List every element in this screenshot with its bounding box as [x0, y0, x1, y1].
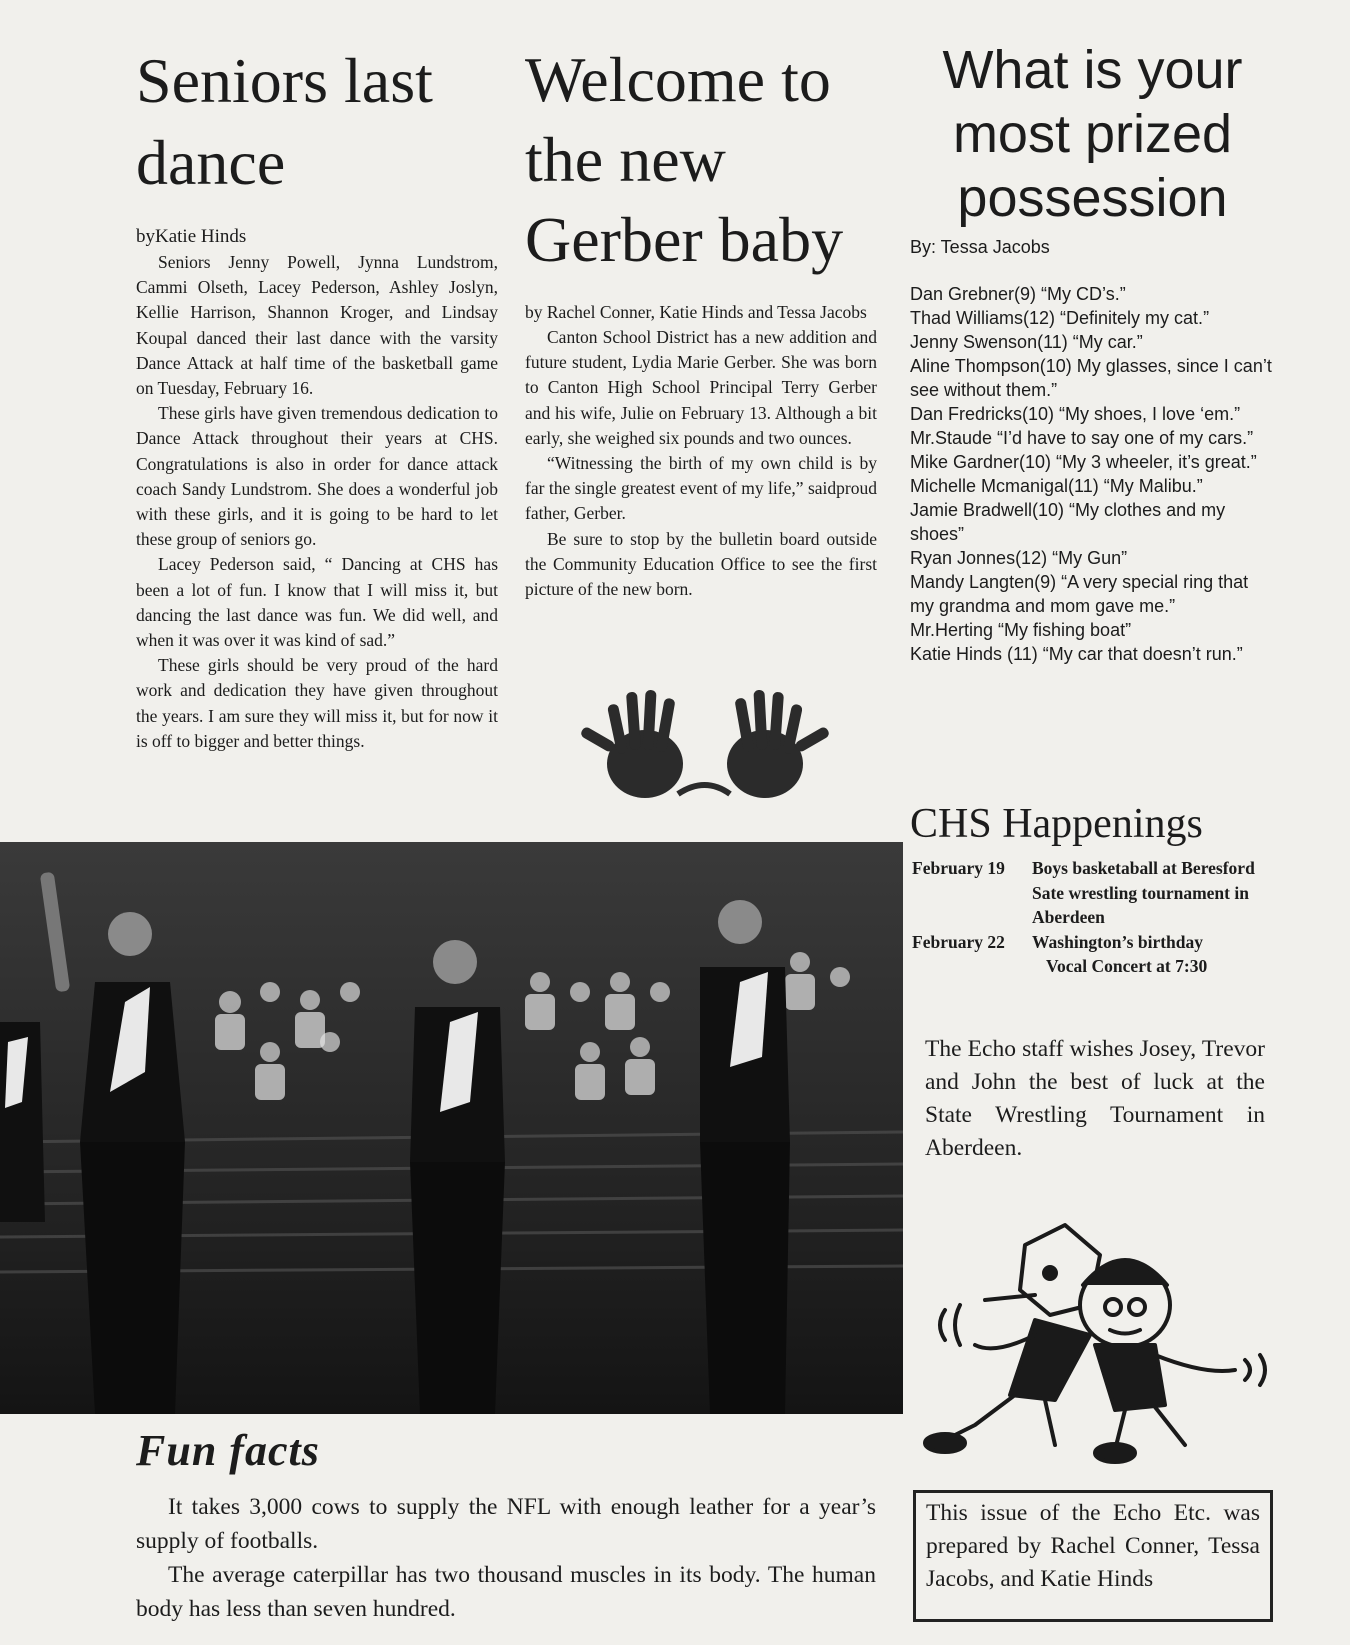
event-row — [912, 856, 1292, 930]
list-item: Jenny Swenson(11) “My car.” — [910, 332, 1143, 352]
list-item: Katie Hinds (11) “My car that doesn’t run.” — [910, 644, 1243, 664]
paragraph: Be sure to stop by the bulletin board outside the Community Education Office to see the first picture of the new born. — [525, 528, 877, 600]
event-items — [1032, 930, 1207, 979]
event-item: Boys basketaball at Beresford — [1032, 858, 1255, 878]
event-item: Vocal Concert at 7:30 — [1046, 956, 1208, 976]
paragraph: “Witnessing the birth of my own child is by far the single greatest event of my life,” saidproud father, Gerber. — [525, 453, 877, 524]
list-item: Dan Grebner(9) “My CD’s.” — [910, 284, 1126, 304]
paragraph: Lacey Pederson said, “ Dancing at CHS has been a lot of fun. I know that I will miss it, but dancing the last dance was fun. We did well, and when it was over it was kind of sad.” — [136, 554, 498, 651]
headline-gerber-baby: Welcome to the new Gerber baby — [525, 44, 844, 275]
list-item: Michelle Mcmanigal(11) “My Malibu.” — [910, 476, 1203, 496]
list-item: Mr.Staude “I’d have to say one of my cars.” — [910, 428, 1254, 448]
list-item: Ryan Jonnes(12) “My Gun” — [910, 548, 1128, 568]
event-date: February 22 — [912, 931, 1005, 952]
event-row — [912, 930, 1292, 979]
byline-katie-hinds: byKatie Hinds — [136, 226, 247, 247]
paragraph: Seniors Jenny Powell, Jynna Lundstrom, Cammi Olseth, Lacey Pederson, Ashley Joslyn, Kellie Harrison, Shannon Kroger, and Lindsay Koupal danced their last dance with the varsity Dance Attack at half time of the basketball game on Tuesday, February 16. — [136, 252, 498, 399]
event-item: Washington’s birthday — [1032, 931, 1204, 952]
paragraph: It takes 3,000 cows to supply the NFL with enough leather for a year’s supply of footballs. — [136, 1494, 876, 1554]
article-seniors-last-dance — [136, 40, 498, 754]
quote-list — [910, 282, 1275, 666]
list-item: Jamie Bradwell(10) “My clothes and my shoes” — [910, 500, 1226, 544]
list-item: Mr.Herting “My fishing boat” — [910, 620, 1132, 640]
event-date: February 19 — [912, 858, 1005, 878]
article-body — [525, 325, 877, 602]
wrestler-cartoon-illustration — [915, 1195, 1285, 1465]
article-gerber-baby — [525, 40, 877, 602]
happenings-title: CHS Happenings — [910, 801, 1203, 847]
paragraph: Canton School District has a new addition and future student, Lydia Marie Gerber. She was born to Canton High School Principal Terry Gerber and his wife, Julie on February 13. Although a bit early, she weighed six pounds and two ounces. — [525, 327, 877, 448]
happenings-list — [912, 856, 1292, 979]
fun-facts-title: Fun facts — [136, 1426, 320, 1475]
event-item: Sate wrestling tournament in Aberdeen — [1032, 882, 1249, 927]
list-item: Mike Gardner(10) “My 3 wheeler, it’s great.” — [910, 452, 1257, 472]
byline-gerber: by Rachel Conner, Katie Hinds and Tessa Jacobs — [525, 302, 867, 322]
wishes-note: The Echo staff wishes Josey, Trevor and John the best of luck at the State Wrestling Tournament in Aberdeen. — [925, 1036, 1265, 1161]
dance-team-photo — [0, 842, 903, 1414]
paragraph: The average caterpillar has two thousand muscles in its body. The human body has less than seven hundred. — [136, 1562, 876, 1622]
paragraph: These girls should be very proud of the hard work and dedication they have given throughout the years. I am sure they will miss it, but for now it is off to bigger and better things. — [136, 655, 498, 751]
event-items — [1032, 856, 1292, 930]
headline-prized-possession: What is your most prized possession — [942, 40, 1243, 228]
handprints-illustration — [580, 676, 830, 816]
article-body — [136, 250, 498, 754]
paragraph: These girls have given tremendous dedication to Dance Attack throughout their years at CHS. Congratulations is also in order for dance attack coach Sandy Lundstrom. She does a wonderful job with these girls, and it is going to be hard to let these group of seniors go. — [136, 403, 498, 550]
article-prized-possession — [910, 38, 1275, 666]
headline-seniors-last-dance: Seniors last dance — [136, 45, 433, 198]
fun-facts-body — [136, 1490, 876, 1626]
byline-tessa-jacobs: By: Tessa Jacobs — [910, 237, 1050, 257]
list-item: Mandy Langten(9) “A very special ring that my grandma and mom gave me.” — [910, 572, 1249, 616]
list-item: Aline Thompson(10) My glasses, since I can’t see without them.” — [910, 356, 1272, 400]
list-item: Dan Fredricks(10) “My shoes, I love ‘em.” — [910, 404, 1241, 424]
list-item: Thad Williams(12) “Definitely my cat.” — [910, 308, 1210, 328]
credits-box: This issue of the Echo Etc. was prepared by Rachel Conner, Tessa Jacobs, and Katie Hinds — [913, 1490, 1273, 1622]
